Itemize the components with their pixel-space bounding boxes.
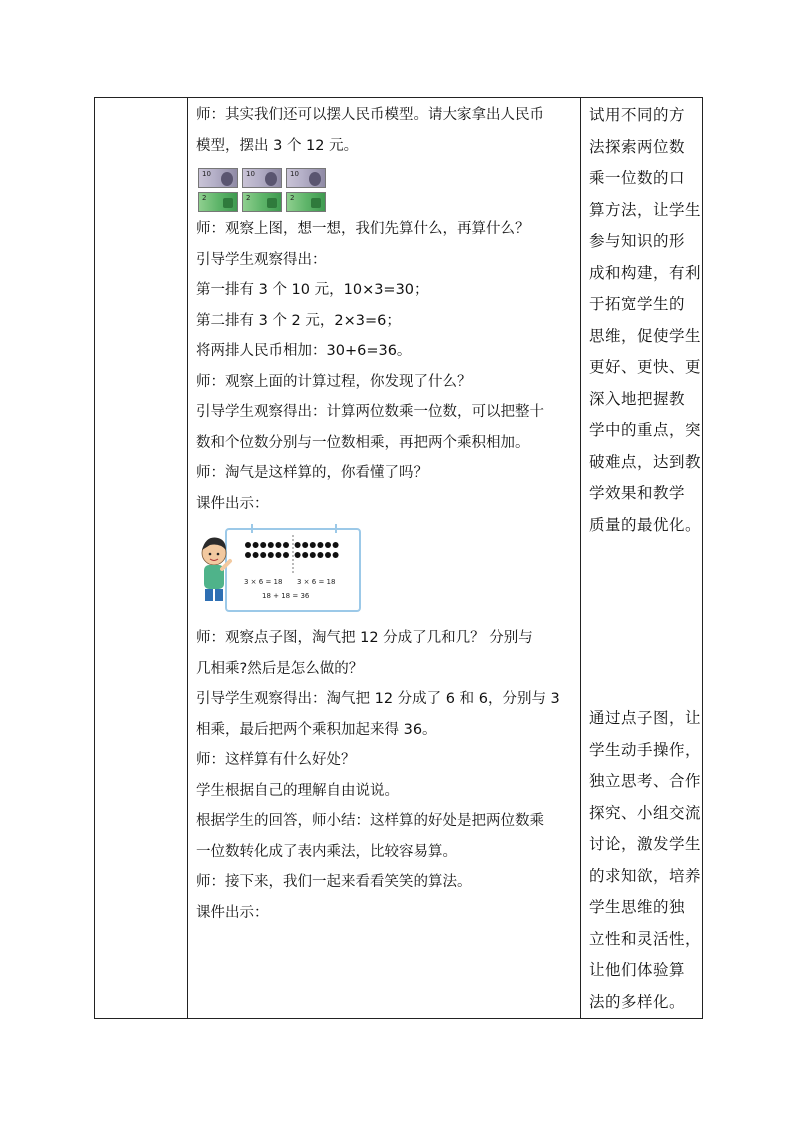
design-intent-note-2	[589, 703, 702, 1018]
note-line: 更好、更快、更	[589, 358, 702, 376]
text-line: 师：这样算有什么好处？	[196, 752, 356, 768]
array-dot	[333, 542, 339, 548]
note-line: 探究、小组交流	[589, 803, 702, 822]
text-line: 引导学生观察得出：	[196, 251, 327, 268]
array-dot	[268, 542, 274, 548]
array-dot	[275, 542, 281, 548]
array-dot	[333, 552, 339, 558]
text-line: 师：接下来，我们一起来看看笑笑的算法。	[196, 874, 472, 890]
note-line: 立性和灵活性，	[589, 929, 702, 948]
note-line: 学生动手操作，	[589, 740, 702, 759]
array-dot	[302, 542, 308, 548]
array-dot	[295, 542, 301, 548]
note-line: 法的多样化。	[589, 992, 686, 1011]
note-line: 讨论，激发学生	[589, 835, 702, 853]
text-line: 第一排有 3 个 10 元，10×3=30；	[196, 282, 429, 298]
text-line: 学生根据自己的理解自由说说。	[196, 782, 399, 799]
note-line: 成和构建，有利	[589, 263, 702, 282]
lesson-table	[94, 97, 703, 1019]
array-dot	[317, 542, 323, 548]
note-line: 学中的重点，突	[589, 421, 702, 439]
two-yuan-note: 2	[242, 192, 282, 212]
array-dot	[253, 542, 259, 548]
equation-right: 3 × 6 = 18	[297, 578, 336, 586]
text-line: 师：观察上面的计算过程，你发现了什么？	[196, 373, 472, 390]
array-dot	[260, 552, 266, 558]
text-line: 引导学生观察得出：计算两位数乘一位数，可以把整十	[196, 404, 544, 420]
two-yuan-note: 2	[198, 192, 238, 212]
ten-yuan-note: 10	[198, 168, 238, 188]
array-dot	[260, 542, 266, 548]
array-dot	[245, 552, 251, 558]
note-line: 通过点子图，让	[589, 709, 702, 727]
design-intent-cell	[581, 98, 703, 1019]
text-line: 第二排有 3 个 2 元，2×3=6；	[196, 312, 401, 329]
note-line: 乘一位数的口	[589, 169, 686, 187]
text-line: 师：其实我们还可以摆人民币模型。请大家拿出人民币	[196, 107, 544, 123]
note-line: 让他们体验算	[589, 961, 686, 979]
text-line: 引导学生观察得出：淘气把 12 分成了 6 和 6，分别与 3	[196, 691, 560, 707]
note-line: 深入地把握教	[589, 389, 686, 408]
array-dot	[253, 552, 259, 558]
array-dot	[268, 552, 274, 558]
two-yuan-note: 2	[286, 192, 326, 212]
text-line: 模型，摆出 3 个 12 元。	[196, 137, 359, 154]
array-dot	[275, 552, 281, 558]
equation-left: 3 × 6 = 18	[244, 578, 283, 586]
dot-array-image	[196, 523, 574, 617]
note-line: 法探索两位数	[589, 137, 686, 156]
note-line: 破难点，达到教	[589, 452, 702, 471]
text-line: 数和个位数分别与一位数相乘，再把两个乘积相加。	[196, 434, 530, 451]
array-dot	[283, 542, 289, 548]
teaching-process	[188, 98, 580, 928]
array-dot	[325, 542, 331, 548]
dot-array-illustration	[196, 523, 366, 617]
note-line: 质量的最优化。	[589, 515, 702, 534]
note-line: 的求知欲，培养	[589, 866, 702, 885]
text-line: 几相乘?然后是怎么做的？	[196, 660, 364, 677]
text-line: 根据学生的回答，师小结：这样算的好处是把两位数乘	[196, 813, 544, 829]
equation-sum: 18 + 18 = 36	[262, 592, 310, 600]
teaching-process-cell	[188, 98, 581, 1019]
note-line: 试用不同的方	[589, 106, 686, 124]
note-line: 学效果和教学	[589, 484, 686, 502]
ten-yuan-note: 10	[242, 168, 282, 188]
text-line: 师：淘气是这样算的，你看懂了吗？	[196, 465, 428, 481]
note-line: 思维，促使学生	[589, 326, 702, 345]
note-line: 学生思维的独	[589, 898, 686, 916]
note-line: 参与知识的形	[589, 232, 686, 250]
text-line: 将两排人民币相加：30+6=36。	[196, 343, 412, 359]
note-line: 于拓宽学生的	[589, 295, 686, 313]
note-line: 独立思考、合作	[589, 772, 702, 790]
array-dot	[310, 552, 316, 558]
array-dot	[295, 552, 301, 558]
array-dot	[245, 542, 251, 548]
text-line: 一位数转化成了表内乘法，比较容易算。	[196, 843, 457, 860]
design-intent-notes	[581, 98, 702, 1018]
array-dot	[310, 542, 316, 548]
rmb-model-image	[196, 162, 574, 214]
text-line: 师：观察点子图，淘气把 12 分成了几和几？ 分别与	[196, 630, 533, 646]
table-row	[95, 98, 703, 1019]
array-dot	[325, 552, 331, 558]
design-intent-note-1	[589, 100, 702, 541]
array-dot	[317, 552, 323, 558]
blank-cell	[95, 98, 188, 1019]
text-line: 课件出示：	[196, 904, 269, 921]
ten-yuan-note: 10	[286, 168, 326, 188]
array-dot	[302, 552, 308, 558]
text-line: 课件出示：	[196, 495, 269, 512]
array-dot	[283, 552, 289, 558]
text-line: 师：观察上图，想一想，我们先算什么，再算什么？	[196, 221, 530, 237]
note-line: 算方法，让学生	[589, 200, 702, 219]
text-line: 相乘，最后把两个乘积加起来得 36。	[196, 721, 437, 738]
